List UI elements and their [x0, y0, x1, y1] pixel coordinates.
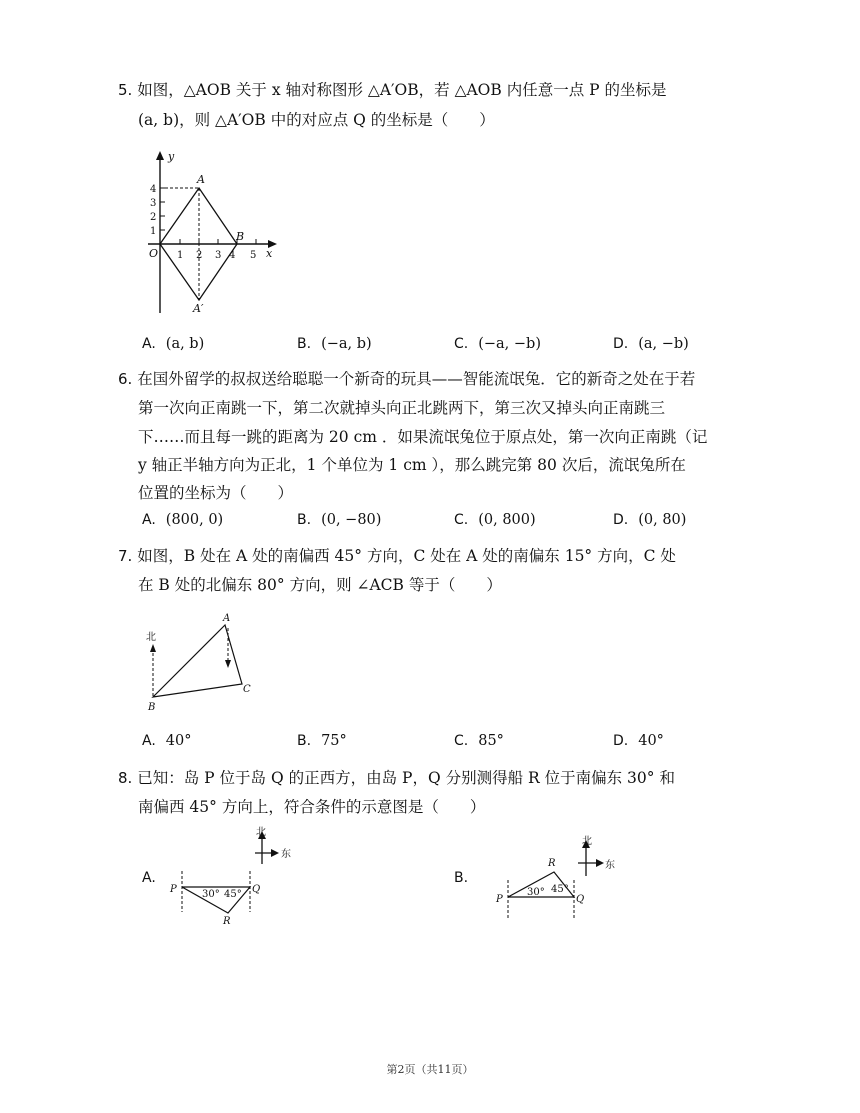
- point-a-label: A: [223, 613, 231, 624]
- direction-figure: [140, 608, 260, 718]
- east-arrow-icon: [596, 859, 604, 867]
- y-tick-label: 4: [150, 184, 157, 195]
- option-d[interactable]: D. (0, 80): [613, 512, 687, 528]
- option-c[interactable]: C. (−a, −b): [454, 336, 541, 352]
- x-tick-label: 1: [177, 250, 184, 261]
- y-axis-arrow: [156, 151, 164, 160]
- question-text-line: 在国外留学的叔叔送给聪聪一个新奇的玩具——智能流氓兔．它的新奇之处在于若: [137, 370, 696, 388]
- question-text-line: 位置的坐标为（ ）: [138, 484, 294, 502]
- x-tick-label: 3: [215, 250, 222, 261]
- point-q-label: Q: [576, 894, 585, 905]
- point-r-label: R: [548, 858, 556, 869]
- option-a[interactable]: A.: [142, 870, 156, 886]
- page-footer: 第2页（共11页）: [386, 1063, 474, 1076]
- south-arrow-icon: [225, 660, 231, 668]
- east-label: 东: [281, 849, 291, 860]
- point-b-label: B: [236, 230, 245, 243]
- point-c-label: C: [243, 684, 251, 695]
- angle-30-label: 30°: [202, 889, 220, 900]
- angle-30-label: 30°: [527, 887, 545, 898]
- point-a-label: A: [197, 173, 205, 186]
- option-a[interactable]: A. (800, 0): [142, 512, 224, 528]
- north-label: 北: [582, 836, 592, 847]
- option-d[interactable]: D. (a, −b): [613, 336, 689, 352]
- option-c[interactable]: C. (0, 800): [454, 512, 536, 528]
- question-number: 6.: [118, 370, 133, 388]
- angle-45-label: 45°: [551, 884, 569, 895]
- question-text-line: 已知：岛 P 位于岛 Q 的正西方，由岛 P，Q 分别测得船 R 位于南偏东 30° 和: [137, 769, 675, 787]
- point-r-label: R: [223, 916, 231, 927]
- coordinate-figure: [140, 148, 290, 320]
- x-axis-label: x: [266, 247, 273, 260]
- origin-label: O: [149, 247, 159, 260]
- point-b-label: B: [148, 702, 156, 713]
- y-tick-label: 2: [150, 212, 157, 223]
- option-b[interactable]: B. 75°: [297, 733, 347, 749]
- question-text-line: y 轴正半轴方向为正北，1 个单位为 1 cm ），那么跳完第 80 次后，流氓兔所在: [138, 456, 686, 474]
- option-b[interactable]: B. (−a, b): [297, 336, 372, 352]
- question-text-line: 下……而且每一跳的距离为 20 cm ．如果流氓兔位于原点处，第一次向正南跳（记: [138, 428, 708, 446]
- east-label: 东: [605, 860, 615, 871]
- option-a-diagram: [166, 826, 296, 928]
- y-tick-label: 1: [150, 226, 157, 237]
- question-text-line: 南偏西 45° 方向上，符合条件的示意图是（ ）: [138, 798, 486, 816]
- x-tick-label: 4: [229, 250, 236, 261]
- question-number: 7.: [118, 547, 133, 565]
- question-text-line: 第一次向正南跳一下，第二次就掉头向正北跳两下，第三次又掉头向正南跳三: [138, 399, 666, 417]
- point-q-label: Q: [252, 884, 261, 895]
- question-text-line: 如图，△AOB 关于 x 轴对称图形 △A′OB，若 △AOB 内任意一点 P 的坐标是: [137, 81, 667, 99]
- north-arrow-icon: [150, 644, 156, 652]
- point-p-label: P: [170, 884, 177, 895]
- option-d[interactable]: D. 40°: [613, 733, 664, 749]
- east-arrow-icon: [271, 849, 279, 857]
- y-tick-label: 3: [150, 198, 157, 209]
- question-text-line: 如图，B 处在 A 处的南偏西 45° 方向，C 处在 A 处的南偏东 15° 方向，C 处: [137, 547, 676, 565]
- option-c[interactable]: C. 85°: [454, 733, 504, 749]
- question-text-line: 在 B 处的北偏东 80° 方向，则 ∠ACB 等于（ ）: [138, 576, 502, 594]
- option-b-diagram: [490, 828, 620, 923]
- option-a[interactable]: A. 40°: [142, 733, 192, 749]
- x-tick-label: 2: [196, 250, 203, 261]
- question-text-line: (a, b)，则 △A′OB 中的对应点 Q 的坐标是（ ）: [138, 111, 495, 129]
- point-p-label: P: [496, 894, 503, 905]
- question-number: 5.: [118, 81, 133, 99]
- option-b[interactable]: B.: [454, 870, 469, 886]
- north-label: 北: [256, 827, 266, 838]
- option-a[interactable]: A. (a, b): [142, 336, 205, 352]
- angle-45-label: 45°: [224, 889, 242, 900]
- option-b[interactable]: B. (0, −80): [297, 512, 382, 528]
- y-axis-label: y: [168, 150, 175, 163]
- north-label: 北: [146, 632, 156, 643]
- question-number: 8.: [118, 769, 133, 787]
- point-a-prime-label: A′: [193, 302, 204, 315]
- x-tick-label: 5: [250, 250, 257, 261]
